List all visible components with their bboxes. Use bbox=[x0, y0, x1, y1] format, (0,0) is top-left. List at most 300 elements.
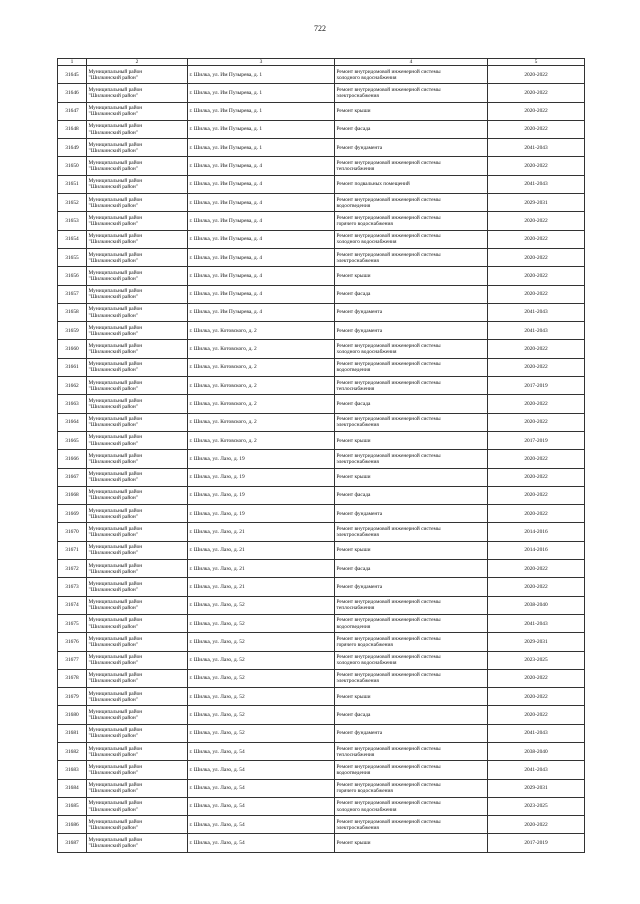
period-cell: 2041-2043 bbox=[488, 175, 585, 193]
work-type-cell bbox=[335, 120, 488, 138]
municipality-cell bbox=[87, 797, 188, 815]
municipality-line: Муниципальный район bbox=[88, 306, 143, 313]
work-type-line: электроснабжения bbox=[336, 92, 379, 99]
row-number-cell: 31660 bbox=[58, 340, 87, 358]
municipality-cell bbox=[87, 230, 188, 248]
row-number-cell: 31678 bbox=[58, 669, 87, 687]
municipality-line: "Шилкинский район" bbox=[88, 294, 138, 301]
table-row bbox=[58, 413, 585, 431]
table-row bbox=[58, 212, 585, 230]
work-type-line: Ремонт крыши bbox=[336, 547, 371, 554]
table-row bbox=[58, 267, 585, 285]
address-cell: г. Шилка, ул. Лазо, д. 19 bbox=[188, 450, 335, 468]
address-cell: г. Шилка, ул. Лазо, д. 19 bbox=[188, 505, 335, 523]
period-cell: 2020-2022 bbox=[488, 450, 585, 468]
municipality-cell bbox=[87, 633, 188, 651]
municipality-cell bbox=[87, 120, 188, 138]
municipality-line: Муниципальный район bbox=[88, 86, 143, 93]
table-row bbox=[58, 742, 585, 760]
period-cell: 2020-2022 bbox=[488, 84, 585, 102]
row-number-cell: 31668 bbox=[58, 486, 87, 504]
municipality-line: Муниципальный район bbox=[88, 123, 143, 130]
municipality-line: Муниципальный район bbox=[88, 599, 143, 606]
municipality-line: "Шилкинский район" bbox=[88, 751, 138, 758]
municipality-line: Муниципальный район bbox=[88, 507, 143, 514]
work-type-line: Ремонт крыши bbox=[336, 474, 371, 481]
period-cell: 2041-2043 bbox=[488, 614, 585, 632]
work-type-cell bbox=[335, 834, 488, 852]
period-cell: 2029-2031 bbox=[488, 779, 585, 797]
table-row bbox=[58, 596, 585, 614]
period-cell: 2020-2022 bbox=[488, 157, 585, 175]
table-header bbox=[58, 59, 585, 66]
work-type-cell bbox=[335, 358, 488, 376]
work-type-line: Ремонт фундамента bbox=[336, 327, 383, 334]
municipality-line: "Шилкинский район" bbox=[88, 568, 138, 575]
work-type-line: Ремонт фасада bbox=[336, 565, 371, 572]
work-type-cell bbox=[335, 541, 488, 559]
work-type-line: электроснабжения bbox=[336, 257, 379, 264]
municipality-line: Муниципальный район bbox=[88, 141, 143, 148]
municipality-line: Муниципальный район bbox=[88, 379, 143, 386]
table-row bbox=[58, 724, 585, 742]
address-cell: г. Шилка, ул. Лазо, д. 52 bbox=[188, 633, 335, 651]
municipality-line: Муниципальный район bbox=[88, 343, 143, 349]
municipality-cell bbox=[87, 688, 188, 706]
municipality-line: "Шилкинский район" bbox=[88, 147, 138, 154]
period-cell: 2017-2019 bbox=[488, 834, 585, 852]
work-type-cell bbox=[335, 84, 488, 102]
work-type-cell bbox=[335, 431, 488, 449]
table-row bbox=[58, 377, 585, 395]
period-cell: 2020-2022 bbox=[488, 669, 585, 687]
municipality-line: Муниципальный район bbox=[88, 288, 143, 295]
work-type-line: теплоснабжения bbox=[336, 751, 375, 758]
work-type-cell bbox=[335, 248, 488, 266]
period-cell: 2020-2022 bbox=[488, 578, 585, 596]
row-number-cell: 31680 bbox=[58, 706, 87, 724]
work-type-cell bbox=[335, 450, 488, 468]
work-type-line: холодного водоснабжения bbox=[336, 349, 397, 356]
address-cell: г. Шилка, ул. Лазо, д. 19 bbox=[188, 486, 335, 504]
row-number-cell: 31671 bbox=[58, 541, 87, 559]
period-cell: 2020-2022 bbox=[488, 267, 585, 285]
municipality-cell bbox=[87, 578, 188, 596]
municipality-line: "Шилкинский район" bbox=[88, 440, 138, 447]
period-cell: 2020-2022 bbox=[488, 340, 585, 358]
municipality-line: "Шилкинский район" bbox=[88, 733, 138, 740]
row-number-cell: 31649 bbox=[58, 139, 87, 157]
work-type-line: Ремонт внутридомовой инженерной системы bbox=[336, 343, 441, 349]
table-row bbox=[58, 84, 585, 102]
row-number-cell: 31650 bbox=[58, 157, 87, 175]
work-type-cell bbox=[335, 175, 488, 193]
municipality-line: Муниципальный район bbox=[88, 580, 143, 587]
work-type-line: Ремонт крыши bbox=[336, 693, 371, 700]
period-cell: 2020-2022 bbox=[488, 66, 585, 84]
address-cell: г. Шилка, ул. Котовского, д. 2 bbox=[188, 358, 335, 376]
municipality-line: Муниципальный район bbox=[88, 105, 143, 112]
work-type-line: Ремонт фасада bbox=[336, 126, 371, 133]
work-type-cell bbox=[335, 688, 488, 706]
table-row bbox=[58, 285, 585, 303]
work-type-line: водоотведения bbox=[336, 202, 371, 209]
work-type-line: электроснабжения bbox=[336, 824, 379, 831]
work-type-line: холодного водоснабжения bbox=[336, 806, 397, 813]
work-type-line: Ремонт внутридомовой инженерной системы bbox=[336, 672, 441, 679]
municipality-cell bbox=[87, 816, 188, 834]
municipality-cell bbox=[87, 742, 188, 760]
municipality-line: "Шилкинский район" bbox=[88, 532, 138, 539]
address-cell: г. Шилка, ул. Лазо, д. 21 bbox=[188, 560, 335, 578]
period-cell: 2020-2022 bbox=[488, 248, 585, 266]
municipality-line: "Шилкинский район" bbox=[88, 349, 138, 356]
period-cell: 2020-2022 bbox=[488, 468, 585, 486]
table-row bbox=[58, 102, 585, 120]
address-cell: г. Шилка, ул. Лазо, д. 21 bbox=[188, 523, 335, 541]
period-cell: 2041-2043 bbox=[488, 761, 585, 779]
table-row bbox=[58, 139, 585, 157]
work-type-cell bbox=[335, 285, 488, 303]
work-type-line: Ремонт крыши bbox=[336, 840, 371, 847]
work-type-cell bbox=[335, 816, 488, 834]
period-cell: 2029-2031 bbox=[488, 633, 585, 651]
header-cell-work-type: 4 bbox=[335, 59, 488, 66]
table-row bbox=[58, 761, 585, 779]
municipality-line: Муниципальный район bbox=[88, 68, 143, 75]
municipality-cell bbox=[87, 450, 188, 468]
table-body bbox=[58, 66, 585, 853]
work-type-cell bbox=[335, 486, 488, 504]
period-cell: 2020-2022 bbox=[488, 413, 585, 431]
work-type-line: Ремонт фасада bbox=[336, 291, 371, 298]
table-row bbox=[58, 688, 585, 706]
work-type-cell bbox=[335, 194, 488, 212]
address-cell: г. Шилка, ул. Лазо, д. 52 bbox=[188, 669, 335, 687]
work-type-line: Ремонт внутридомовой инженерной системы bbox=[336, 800, 441, 807]
work-type-line: Ремонт фундамента bbox=[336, 583, 383, 590]
row-number-cell: 31652 bbox=[58, 194, 87, 212]
work-type-line: Ремонт фасада bbox=[336, 492, 371, 499]
table-row bbox=[58, 66, 585, 84]
work-type-cell bbox=[335, 651, 488, 669]
address-cell: г. Шилка, ул. Им Пузырева, д. 4 bbox=[188, 267, 335, 285]
address-cell: г. Шилка, ул. Лазо, д. 52 bbox=[188, 724, 335, 742]
table-row bbox=[58, 834, 585, 852]
municipality-cell bbox=[87, 523, 188, 541]
municipality-line: "Шилкинский район" bbox=[88, 623, 138, 630]
work-type-line: Ремонт внутридомовой инженерной системы bbox=[336, 68, 441, 75]
header-row bbox=[58, 59, 585, 66]
municipality-line: Муниципальный район bbox=[88, 800, 143, 807]
table-row bbox=[58, 523, 585, 541]
period-cell: 2020-2022 bbox=[488, 816, 585, 834]
municipality-line: "Шилкинский район" bbox=[88, 202, 138, 209]
table-row bbox=[58, 340, 585, 358]
municipality-cell bbox=[87, 651, 188, 669]
work-type-line: горячего водоснабжения bbox=[336, 221, 393, 228]
row-number-cell: 31666 bbox=[58, 450, 87, 468]
municipality-line: Муниципальный район bbox=[88, 434, 143, 441]
address-cell: г. Шилка, ул. Лазо, д. 54 bbox=[188, 742, 335, 760]
work-type-line: Ремонт крыши bbox=[336, 272, 371, 279]
municipality-line: "Шилкинский район" bbox=[88, 367, 138, 374]
municipality-line: Муниципальный район bbox=[88, 324, 143, 331]
address-cell: г. Шилка, ул. Им Пузырева, д. 4 bbox=[188, 303, 335, 321]
work-type-line: горячего водоснабжения bbox=[336, 788, 393, 795]
row-number-cell: 31667 bbox=[58, 468, 87, 486]
municipality-line: Муниципальный район bbox=[88, 617, 143, 624]
work-type-cell bbox=[335, 505, 488, 523]
work-type-cell bbox=[335, 157, 488, 175]
municipality-line: Муниципальный район bbox=[88, 196, 143, 203]
municipality-line: "Шилкинский район" bbox=[88, 458, 138, 465]
page-number: 722 bbox=[314, 24, 326, 33]
work-type-cell bbox=[335, 395, 488, 413]
work-type-line: водоотведения bbox=[336, 367, 371, 374]
municipality-cell bbox=[87, 84, 188, 102]
municipality-cell bbox=[87, 139, 188, 157]
municipality-cell bbox=[87, 706, 188, 724]
work-type-cell bbox=[335, 523, 488, 541]
municipality-line: Муниципальный район bbox=[88, 690, 143, 697]
work-type-line: Ремонт внутридомовой инженерной системы bbox=[336, 361, 441, 368]
municipality-cell bbox=[87, 486, 188, 504]
row-number-cell: 31674 bbox=[58, 596, 87, 614]
municipality-line: "Шилкинский район" bbox=[88, 422, 138, 429]
work-type-cell bbox=[335, 230, 488, 248]
municipality-line: Муниципальный район bbox=[88, 782, 143, 789]
row-number-cell: 31673 bbox=[58, 578, 87, 596]
municipality-line: Муниципальный район bbox=[88, 251, 143, 258]
table-row bbox=[58, 669, 585, 687]
row-number-cell: 31665 bbox=[58, 431, 87, 449]
row-number-cell: 31677 bbox=[58, 651, 87, 669]
row-number-cell: 31686 bbox=[58, 816, 87, 834]
municipality-line: Муниципальный район bbox=[88, 654, 143, 661]
work-type-line: Ремонт фасада bbox=[336, 400, 371, 407]
address-cell: г. Шилка, ул. Им Пузырева, д. 4 bbox=[188, 194, 335, 212]
table-row bbox=[58, 560, 585, 578]
work-type-cell bbox=[335, 322, 488, 340]
address-cell: г. Шилка, ул. Котовского, д. 2 bbox=[188, 322, 335, 340]
municipality-line: Муниципальный район bbox=[88, 525, 143, 532]
work-type-line: теплоснабжения bbox=[336, 166, 375, 173]
municipality-line: Муниципальный район bbox=[88, 233, 143, 240]
municipality-cell bbox=[87, 779, 188, 797]
table-row bbox=[58, 578, 585, 596]
municipality-line: "Шилкинский район" bbox=[88, 275, 138, 282]
period-cell: 2020-2022 bbox=[488, 706, 585, 724]
period-cell: 2020-2022 bbox=[488, 395, 585, 413]
municipality-line: "Шилкинский район" bbox=[88, 403, 138, 410]
address-cell: г. Шилка, ул. Лазо, д. 19 bbox=[188, 468, 335, 486]
table-row bbox=[58, 395, 585, 413]
address-cell: г. Шилка, ул. Им Пузырева, д. 4 bbox=[188, 175, 335, 193]
work-type-line: электроснабжения bbox=[336, 532, 379, 539]
period-cell: 2014-2016 bbox=[488, 523, 585, 541]
work-type-line: Ремонт внутридомовой инженерной системы bbox=[336, 416, 441, 423]
municipality-cell bbox=[87, 340, 188, 358]
municipality-line: Муниципальный район bbox=[88, 818, 143, 825]
period-cell: 2023-2025 bbox=[488, 651, 585, 669]
address-cell: г. Шилка, ул. Им Пузырева, д. 1 bbox=[188, 66, 335, 84]
header-cell-address: 3 bbox=[188, 59, 335, 66]
work-type-cell bbox=[335, 614, 488, 632]
work-type-line: Ремонт внутридомовой инженерной системы bbox=[336, 86, 441, 93]
row-number-cell: 31679 bbox=[58, 688, 87, 706]
period-cell: 2020-2022 bbox=[488, 688, 585, 706]
work-type-line: Ремонт фундамента bbox=[336, 309, 383, 316]
municipality-cell bbox=[87, 303, 188, 321]
period-cell: 2017-2019 bbox=[488, 377, 585, 395]
municipality-line: "Шилкинский район" bbox=[88, 788, 138, 795]
municipality-line: Муниципальный район bbox=[88, 562, 143, 569]
municipality-line: Муниципальный район bbox=[88, 544, 143, 551]
address-cell: г. Шилка, ул. Им Пузырева, д. 1 bbox=[188, 139, 335, 157]
municipality-line: "Шилкинский район" bbox=[88, 495, 138, 502]
table-row bbox=[58, 322, 585, 340]
table-row bbox=[58, 816, 585, 834]
municipality-line: "Шилкинский район" bbox=[88, 806, 138, 813]
work-type-cell bbox=[335, 706, 488, 724]
registry-table bbox=[57, 58, 585, 853]
municipality-line: Муниципальный район bbox=[88, 160, 143, 167]
municipality-line: Муниципальный район bbox=[88, 416, 143, 423]
municipality-cell bbox=[87, 175, 188, 193]
header-cell-municipality: 2 bbox=[87, 59, 188, 66]
work-type-line: электроснабжения bbox=[336, 458, 379, 465]
period-cell: 2014-2016 bbox=[488, 541, 585, 559]
municipality-line: "Шилкинский район" bbox=[88, 696, 138, 703]
period-cell: 2038-2040 bbox=[488, 742, 585, 760]
municipality-line: "Шилкинский район" bbox=[88, 111, 138, 118]
work-type-line: Ремонт внутридомовой инженерной системы bbox=[336, 214, 441, 221]
work-type-cell bbox=[335, 633, 488, 651]
municipality-cell bbox=[87, 834, 188, 852]
work-type-cell bbox=[335, 340, 488, 358]
municipality-cell bbox=[87, 358, 188, 376]
address-cell: г. Шилка, ул. Котовского, д. 2 bbox=[188, 395, 335, 413]
municipality-line: Муниципальный район bbox=[88, 361, 143, 368]
work-type-cell bbox=[335, 578, 488, 596]
municipality-line: Муниципальный район bbox=[88, 397, 143, 404]
municipality-line: "Шилкинский район" bbox=[88, 660, 138, 667]
row-number-cell: 31655 bbox=[58, 248, 87, 266]
work-type-line: Ремонт фундамента bbox=[336, 510, 383, 517]
row-number-cell: 31654 bbox=[58, 230, 87, 248]
table-row bbox=[58, 614, 585, 632]
municipality-cell bbox=[87, 157, 188, 175]
work-type-cell bbox=[335, 742, 488, 760]
period-cell: 2020-2022 bbox=[488, 212, 585, 230]
work-type-cell bbox=[335, 724, 488, 742]
work-type-cell bbox=[335, 413, 488, 431]
municipality-line: Муниципальный район bbox=[88, 452, 143, 459]
municipality-line: Муниципальный район bbox=[88, 763, 143, 770]
table-row bbox=[58, 303, 585, 321]
address-cell: г. Шилка, ул. Лазо, д. 52 bbox=[188, 596, 335, 614]
municipality-line: "Шилкинский район" bbox=[88, 239, 138, 246]
work-type-cell bbox=[335, 303, 488, 321]
municipality-line: "Шилкинский район" bbox=[88, 769, 138, 776]
row-number-cell: 31664 bbox=[58, 413, 87, 431]
address-cell: г. Шилка, ул. Лазо, д. 54 bbox=[188, 816, 335, 834]
municipality-line: "Шилкинский район" bbox=[88, 715, 138, 722]
municipality-line: Муниципальный район bbox=[88, 471, 143, 478]
work-type-line: Ремонт крыши bbox=[336, 108, 371, 115]
address-cell: г. Шилка, ул. Им Пузырева, д. 4 bbox=[188, 157, 335, 175]
municipality-line: "Шилкинский район" bbox=[88, 843, 138, 850]
table-row bbox=[58, 468, 585, 486]
address-cell: г. Шилка, ул. Им Пузырева, д. 4 bbox=[188, 230, 335, 248]
municipality-line: Муниципальный район bbox=[88, 837, 143, 844]
address-cell: г. Шилка, ул. Им Пузырева, д. 1 bbox=[188, 102, 335, 120]
address-cell: г. Шилка, ул. Лазо, д. 54 bbox=[188, 797, 335, 815]
period-cell: 2020-2022 bbox=[488, 560, 585, 578]
municipality-cell bbox=[87, 560, 188, 578]
work-type-cell bbox=[335, 102, 488, 120]
work-type-line: горячего водоснабжения bbox=[336, 641, 393, 648]
municipality-line: Муниципальный район bbox=[88, 635, 143, 642]
work-type-line: Ремонт подвальных помещений bbox=[336, 181, 410, 188]
work-type-line: Ремонт внутридомовой инженерной системы bbox=[336, 745, 441, 752]
municipality-cell bbox=[87, 267, 188, 285]
municipality-line: "Шилкинский район" bbox=[88, 92, 138, 99]
municipality-line: "Шилкинский район" bbox=[88, 385, 138, 392]
row-number-cell: 31661 bbox=[58, 358, 87, 376]
municipality-cell bbox=[87, 377, 188, 395]
work-type-line: Ремонт крыши bbox=[336, 437, 371, 444]
municipality-cell bbox=[87, 322, 188, 340]
work-type-line: Ремонт внутридомовой инженерной системы bbox=[336, 818, 441, 825]
municipality-line: "Шилкинский район" bbox=[88, 257, 138, 264]
address-cell: г. Шилка, ул. Им Пузырева, д. 4 bbox=[188, 248, 335, 266]
address-cell: г. Шилка, ул. Лазо, д. 54 bbox=[188, 834, 335, 852]
address-cell: г. Шилка, ул. Лазо, д. 52 bbox=[188, 651, 335, 669]
municipality-line: "Шилкинский район" bbox=[88, 513, 138, 520]
row-number-cell: 31659 bbox=[58, 322, 87, 340]
period-cell: 2020-2022 bbox=[488, 486, 585, 504]
table-row bbox=[58, 541, 585, 559]
address-cell: г. Шилка, ул. Лазо, д. 21 bbox=[188, 541, 335, 559]
municipality-cell bbox=[87, 614, 188, 632]
period-cell: 2038-2040 bbox=[488, 596, 585, 614]
address-cell: г. Шилка, ул. Им Пузырева, д. 4 bbox=[188, 212, 335, 230]
period-cell: 2017-2019 bbox=[488, 431, 585, 449]
work-type-line: Ремонт внутридомовой инженерной системы bbox=[336, 763, 441, 770]
address-cell: г. Шилка, ул. Лазо, д. 21 bbox=[188, 578, 335, 596]
municipality-line: Муниципальный район bbox=[88, 178, 143, 185]
row-number-cell: 31663 bbox=[58, 395, 87, 413]
row-number-cell: 31681 bbox=[58, 724, 87, 742]
municipality-cell bbox=[87, 285, 188, 303]
table-row bbox=[58, 505, 585, 523]
period-cell: 2020-2022 bbox=[488, 505, 585, 523]
work-type-line: водоотведения bbox=[336, 769, 371, 776]
address-cell: г. Шилка, ул. Им Пузырева, д. 1 bbox=[188, 84, 335, 102]
municipality-line: Муниципальный район bbox=[88, 672, 143, 679]
row-number-cell: 31670 bbox=[58, 523, 87, 541]
work-type-line: теплоснабжения bbox=[336, 385, 375, 392]
municipality-cell bbox=[87, 468, 188, 486]
address-cell: г. Шилка, ул. Лазо, д. 54 bbox=[188, 779, 335, 797]
work-type-cell bbox=[335, 779, 488, 797]
municipality-cell bbox=[87, 431, 188, 449]
work-type-line: Ремонт фасада bbox=[336, 711, 371, 718]
municipality-line: "Шилкинский район" bbox=[88, 586, 138, 593]
municipality-line: "Шилкинский район" bbox=[88, 678, 138, 685]
